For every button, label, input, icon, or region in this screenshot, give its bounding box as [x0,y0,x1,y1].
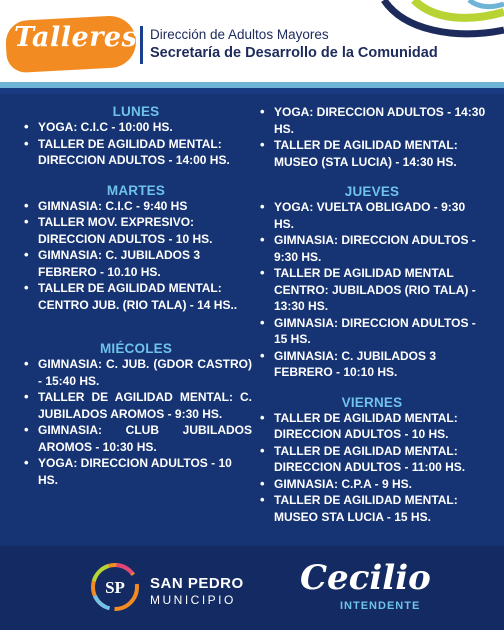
list-item: • GIMNASIA: CLUB JUBILADOS AROMOS - 10:30 HS. [20,422,252,455]
list-item: • TALLER DE AGILIDAD MENTAL: MUSEO (STA LUCIA) - 14:30 HS. [256,137,488,170]
list-item: • GIMNASIA: C. JUBILADOS 3 FEBRERO - 10:10 HS. [256,348,488,381]
list-item: • TALLER MOV. EXPRESIVO: DIRECCION ADULTOS - 10 HS. [20,214,252,247]
list-item: • GIMNASIA: C. JUB. (GDOR CASTRO) - 15:40 HS. [20,356,252,389]
talleres-badge-text: Talleres [14,22,138,53]
header-title: Secretaría de Desarrollo de la Comunidad [150,45,438,61]
day-title-martes: MARTES [106,182,166,198]
logo-initials: SP [105,578,125,597]
list-item: • TALLER DE AGILIDAD MENTAL: DIRECCION ADULTOS - 11:00 HS. [256,443,488,476]
municipio-name: SAN PEDRO [150,575,244,592]
day-title-viernes: VIERNES [341,394,403,410]
list-item: • GIMNASIA: DIRECCION ADULTOS - 15 HS. [256,315,488,348]
left-column [20,104,252,488]
header [0,0,504,82]
list-item: • GIMNASIA: C.I.C - 9:40 HS [20,198,252,215]
day-title-miecoles: MIÉCOLES [99,341,173,356]
list-item: • TALLER DE AGILIDAD MENTAL: CENTRO JUB. (RIO TALA) - 14 HS.. [20,280,252,313]
header-divider [140,26,143,64]
list-item: • TALLER DE AGILIDAD MENTAL: MUSEO STA LUCIA - 15 HS. [256,492,488,525]
day-title-jueves: JUEVES [344,184,400,199]
list-item: • GIMNASIA: C.P.A - 9 HS. [256,476,488,493]
list-item: • YOGA: DIRECCION ADULTOS - 10 HS. [20,455,252,488]
san-pedro-logo-icon [90,562,140,612]
list-item: • YOGA: C.I.C - 10:00 HS. [20,119,252,136]
signature-logo: Cecilio [300,558,431,598]
signature-subtitle: INTENDENTE [340,600,421,612]
day-title-lunes: LUNES [112,104,160,119]
schedule-panel-inner [0,94,504,546]
list-item: • YOGA: VUELTA OBLIGADO - 9:30 HS. [256,199,488,232]
list-item: • TALLER DE AGILIDAD MENTAL: DIRECCION ADULTOS - 10 HS. [256,410,488,443]
list-item: • TALLER DE AGILIDAD MENTAL CENTRO: JUBILADOS (RIO TALA) - 13:30 HS. [256,265,488,315]
list-item: • GIMNASIA: DIRECCION ADULTOS - 9:30 HS. [256,232,488,265]
list-item: • YOGA: DIRECCION ADULTOS - 14:30 HS. [256,104,488,137]
municipio-subtitle: MUNICIPIO [150,593,236,607]
list-item: • TALLER DE AGILIDAD MENTAL: C. JUBILADOS AROMOS - 9:30 HS. [20,389,252,422]
list-item: • TALLER DE AGILIDAD MENTAL: DIRECCION ADULTOS - 14:00 HS. [20,136,252,169]
schedule-panel [0,88,504,546]
list-item: • GIMNASIA: C. JUBILADOS 3 FEBRERO - 10.10 HS. [20,247,252,280]
right-column [256,104,488,525]
header-subtitle: Dirección de Adultos Mayores [150,27,329,42]
